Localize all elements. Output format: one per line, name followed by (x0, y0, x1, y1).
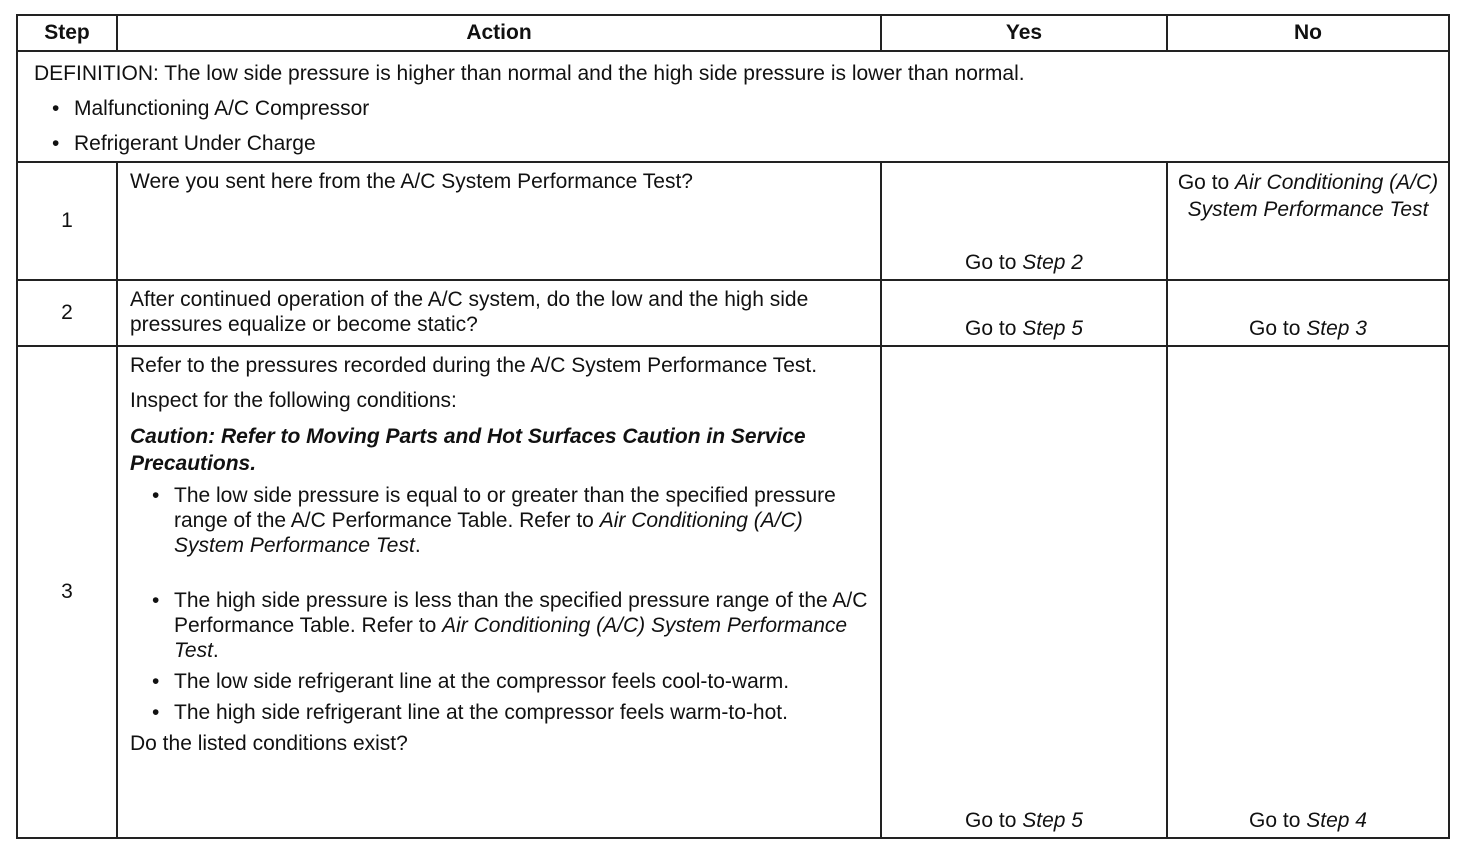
header-yes: Yes (881, 15, 1167, 51)
definition-text: DEFINITION: The low side pressure is higher than normal and the high side pressure is lower than normal. (34, 62, 1025, 85)
caution-text: Caution: Refer to Moving Parts and Hot Surfaces Caution in Service Precautions. (130, 425, 806, 475)
step-number: 3 (17, 346, 117, 838)
yes-link[interactable]: Step 5 (1022, 317, 1083, 340)
no-cell (1167, 346, 1449, 838)
action-cell (117, 346, 881, 838)
table-row-step-2 (17, 280, 1449, 346)
step-number: 1 (17, 162, 117, 280)
table-row-step-3 (17, 346, 1449, 838)
yes-cell (881, 346, 1167, 838)
condition-list (130, 483, 870, 725)
no-link[interactable]: Step 3 (1306, 317, 1367, 340)
action-cell (117, 162, 881, 280)
no-prefix: Go to (1249, 809, 1307, 832)
action-intro: Refer to the pressures recorded during the A/C System Performance Test. (130, 354, 818, 377)
condition-ref-link[interactable]: Air Conditioning (A/C) System Performance Test (174, 509, 803, 557)
definition-cell (17, 51, 1449, 162)
yes-link[interactable]: Step 5 (1022, 809, 1083, 832)
no-cell (1167, 162, 1449, 280)
table-row-step-1 (17, 162, 1449, 280)
action-cell (117, 280, 881, 346)
condition-text: The low side pressure is equal to or greater than the specified pressure range of the A/C Performance Table. Refer to (174, 484, 836, 532)
condition-text: The high side pressure is less than the specified pressure range of the A/C Performance Table. Refer to (174, 589, 868, 637)
no-prefix: Go to (1177, 171, 1236, 194)
yes-cell (881, 280, 1167, 346)
diagnostic-table (16, 14, 1450, 839)
no-link[interactable]: Air Conditioning (A/C) System Performance Test (1187, 171, 1439, 221)
action-text: After continued operation of the A/C system, do the low and the high side pressures equalize or become static? (130, 288, 809, 336)
yes-link[interactable]: Step 2 (1022, 251, 1083, 274)
header-no: No (1167, 15, 1449, 51)
step-number: 2 (17, 280, 117, 346)
definition-list (34, 91, 1448, 161)
condition-item: • The high side refrigerant line at the compressor feels warm-to-hot. (174, 700, 870, 725)
no-prefix: Go to (1249, 317, 1307, 340)
no-link[interactable]: Step 4 (1306, 809, 1367, 832)
yes-cell (881, 162, 1167, 280)
action-text: Were you sent here from the A/C System Performance Test? (130, 170, 693, 193)
header-step: Step (17, 15, 117, 51)
definition-item: • Refrigerant Under Charge (74, 126, 1448, 161)
header-row (17, 15, 1449, 51)
definition-row (17, 51, 1449, 162)
action-question: Do the listed conditions exist? (130, 732, 408, 755)
condition-item: • The low side refrigerant line at the compressor feels cool-to-warm. (174, 669, 870, 694)
condition-item: • The low side pressure is equal to or greater than the specified pressure range of the A/C Performance Table. Refer to Air Conditioning (A/C) System Performance Test. (174, 483, 870, 558)
yes-prefix: Go to (965, 809, 1023, 832)
definition-item: • Malfunctioning A/C Compressor (74, 91, 1448, 126)
header-action: Action (117, 15, 881, 51)
action-instruction: Inspect for the following conditions: (130, 389, 457, 412)
no-cell (1167, 280, 1449, 346)
yes-prefix: Go to (965, 317, 1023, 340)
yes-prefix: Go to (965, 251, 1023, 274)
condition-item: • The high side pressure is less than the specified pressure range of the A/C Performance Table. Refer to Air Conditioning (A/C) System Performance Test. (174, 588, 870, 663)
condition-ref-link[interactable]: Air Conditioning (A/C) System Performance Test (174, 614, 848, 662)
